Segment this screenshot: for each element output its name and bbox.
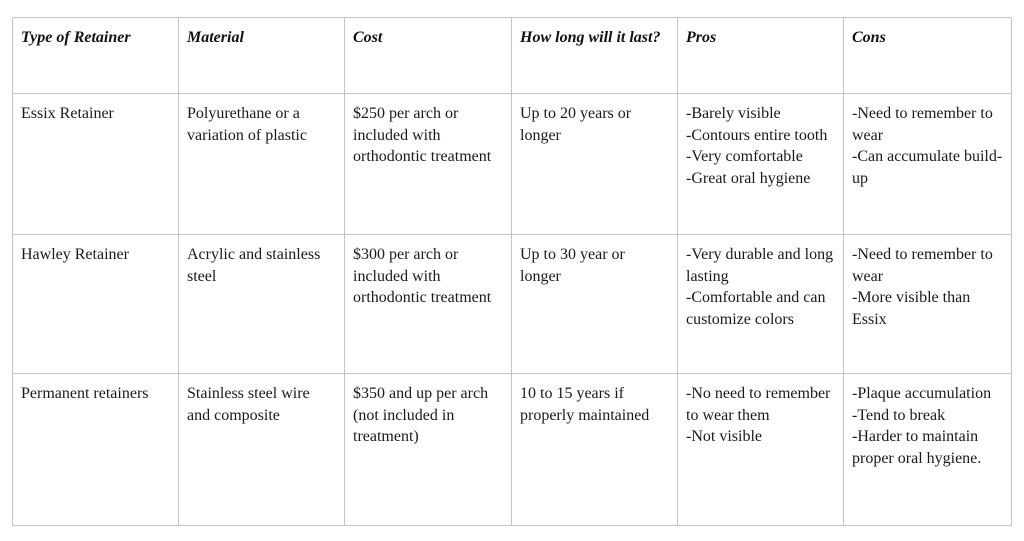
cell-cost: $350 and up per arch (not included in treatment) [345,374,512,526]
header-pros: Pros [678,18,844,94]
header-cons: Cons [844,18,1012,94]
header-type-of-retainer: Type of Retainer [13,18,179,94]
cell-material: Stainless steel wire and composite [179,374,345,526]
cell-material: Acrylic and stainless steel [179,235,345,374]
cons-item: -Can accumulate build-up [852,148,1003,187]
cell-cons [844,374,1012,526]
cell-type: Essix Retainer [13,94,179,235]
table-row-permanent [13,374,1012,526]
header-material: Material [179,18,345,94]
cell-pros [678,235,844,374]
cell-duration: Up to 30 year or longer [512,235,678,374]
retainer-comparison-table [12,17,1012,526]
cell-cost: $250 per arch or included with orthodontic treatment [345,94,512,235]
pros-item: -Barely visible [686,105,781,122]
cons-item: -Harder to maintain proper oral hygiene. [852,428,982,467]
table-row-hawley [13,235,1012,374]
cons-item: -Need to remember to wear [852,105,993,144]
cell-duration: Up to 20 years or longer [512,94,678,235]
cell-material: Polyurethane or a variation of plastic [179,94,345,235]
pros-item: -Not visible [686,428,762,445]
header-duration: How long will it last? [512,18,678,94]
cell-pros [678,374,844,526]
cell-pros [678,94,844,235]
cons-item: -More visible than Essix [852,289,971,328]
cell-cons [844,94,1012,235]
table-row-essix [13,94,1012,235]
header-cost: Cost [345,18,512,94]
pros-item: -Great oral hygiene [686,169,811,187]
cell-cons [844,235,1012,374]
pros-item: -Comfortable and can customize colors [686,289,826,328]
pros-item: -Very durable and long lasting [686,246,834,285]
cell-type: Hawley Retainer [13,235,179,374]
pros-item: -Very comfortable [686,148,803,165]
pros-item: -No need to remember to wear them [686,385,831,424]
table-header [13,18,1012,94]
table-body [13,94,1012,526]
cons-item: -Need to remember to wear [852,246,993,285]
cons-item: -Plaque accumulation [852,385,992,402]
cell-type: Permanent retainers [13,374,179,526]
header-row [13,18,1012,94]
cell-duration: 10 to 15 years if properly maintained [512,374,678,526]
pros-item: -Contours entire tooth [686,126,828,144]
cons-item: -Tend to break [852,406,946,424]
cell-cost: $300 per arch or included with orthodontic treatment [345,235,512,374]
